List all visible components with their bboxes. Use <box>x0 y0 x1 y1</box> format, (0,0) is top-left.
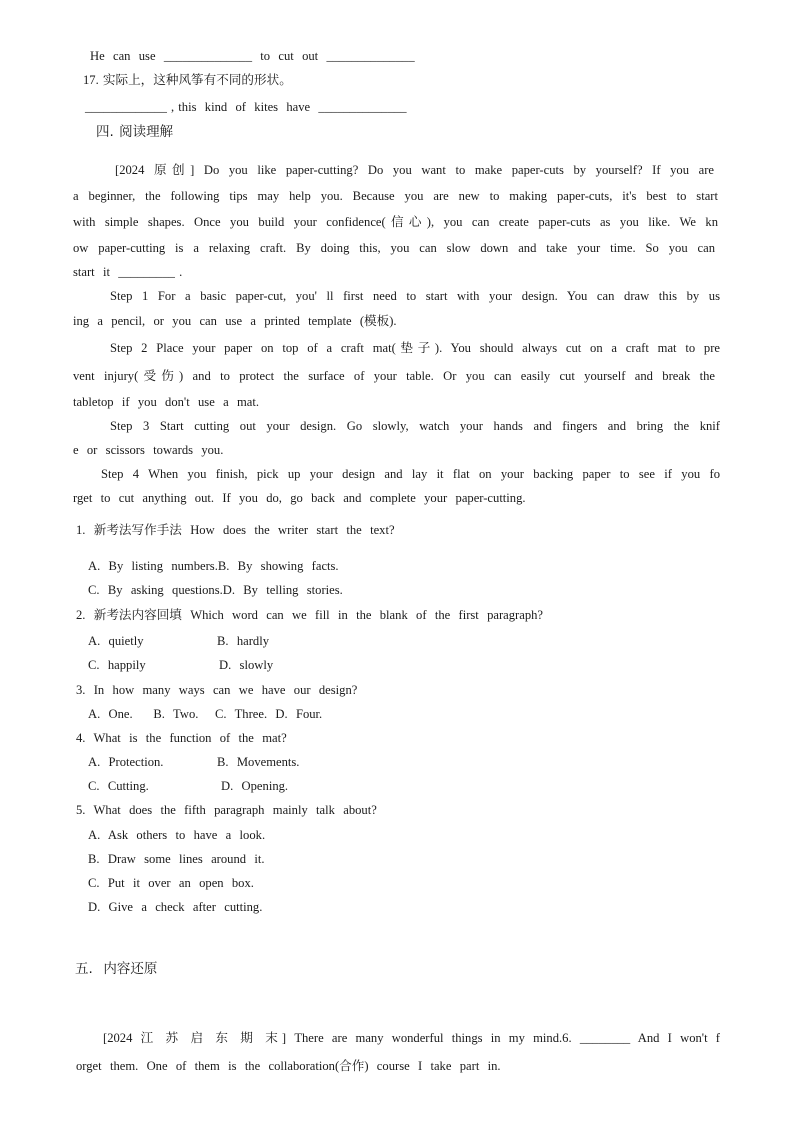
q1-options-cd: C. By asking questions.D. By telling stories. <box>88 583 343 597</box>
q5-option-c: C. Put it over an open box. <box>88 876 254 890</box>
q2-option-d: D. slowly <box>219 658 274 672</box>
intro-line: a beginner, the following tips may help you. Because you are new to making paper-cuts, it's best to start <box>73 189 718 203</box>
fill-in-line-3: _____________ , this kind of kites have ______________ <box>85 100 407 114</box>
step4-line: rget to cut anything out. If you do, go back and complete your paper-cutting. <box>73 491 526 505</box>
question-4: 4. What is the function of the mat? <box>76 731 287 745</box>
q5-option-a: A. Ask others to have a look. <box>88 828 266 842</box>
q3-options: A. One. B. Two. C. Three. D. Four. <box>88 707 323 721</box>
section5-para-line: orget them. One of them is the collaboration(合作) course I take part in. <box>76 1059 501 1073</box>
question-5: 5. What does the fifth paragraph mainly talk about? <box>76 803 377 817</box>
q4-option-b: B. Movements. <box>217 755 300 769</box>
q2-option-a: A. quietly <box>88 634 144 648</box>
q4-option-d: D. Opening. <box>221 779 289 793</box>
q1-options-ab: A. By listing numbers.B. By showing facts. <box>88 559 339 573</box>
fill-in-line-1: He can use ______________ to cut out ______________ <box>90 49 415 63</box>
q5-option-d: D. Give a check after cutting. <box>88 900 263 914</box>
step2-line: Step 2 Place your paper on top of a craft mat(垫子). You should always cut on a craft mat to pre <box>110 341 720 355</box>
question-1: 1. 新考法写作手法 How does the writer start the text? <box>76 523 395 537</box>
intro-line: with simple shapes. Once you build your confidence(信心), you can create paper-cuts as you like. We kn <box>73 215 718 229</box>
q5-option-b: B. Draw some lines around it. <box>88 852 265 866</box>
section-heading-reading: 四. 阅读理解 <box>96 124 174 140</box>
step4-line: Step 4 When you finish, pick up your design and lay it flat on your backing paper to see if you fo <box>101 467 720 481</box>
intro-line: ow paper-cutting is a relaxing craft. By doing this, you can slow down and take your time. So you can <box>73 241 715 255</box>
question-17: 17. 实际上，这种风筝有不同的形状。 <box>83 73 292 87</box>
q4-option-c: C. Cutting. <box>88 779 149 793</box>
step2-line: vent injury(受伤) and to protect the surface of your table. Or you can easily cut yourself and break the <box>73 369 715 383</box>
step1-line: ing a pencil, or you can use a printed template (模板). <box>73 314 397 328</box>
q2-option-b: B. hardly <box>217 634 270 648</box>
step3-line: e or scissors towards you. <box>73 443 224 457</box>
intro-line: start it _________ . <box>73 265 183 279</box>
step2-line: tabletop if you don't use a mat. <box>73 395 260 409</box>
section5-para-line: [2024 江 苏 启 东 期 末] There are many wonderful things in my mind.6. ________ And I won't f <box>103 1031 720 1045</box>
q2-option-c: C. happily <box>88 658 146 672</box>
question-2: 2. 新考法内容回填 Which word can we fill in the blank of the first paragraph? <box>76 608 544 622</box>
section-heading-content-restore: 五. 内容还原 <box>75 961 158 977</box>
question-3: 3. In how many ways can we have our design? <box>76 683 358 697</box>
step1-line: Step 1 For a basic paper-cut, you' ll first need to start with your design. You can draw this by us <box>110 289 720 303</box>
intro-line: [2024 原创] Do you like paper-cutting? Do you want to make paper-cuts by yourself? If you are <box>115 163 714 177</box>
step3-line: Step 3 Start cutting out your design. Go slowly, watch your hands and fingers and bring the knif <box>110 419 720 433</box>
q4-option-a: A. Protection. <box>88 755 164 769</box>
